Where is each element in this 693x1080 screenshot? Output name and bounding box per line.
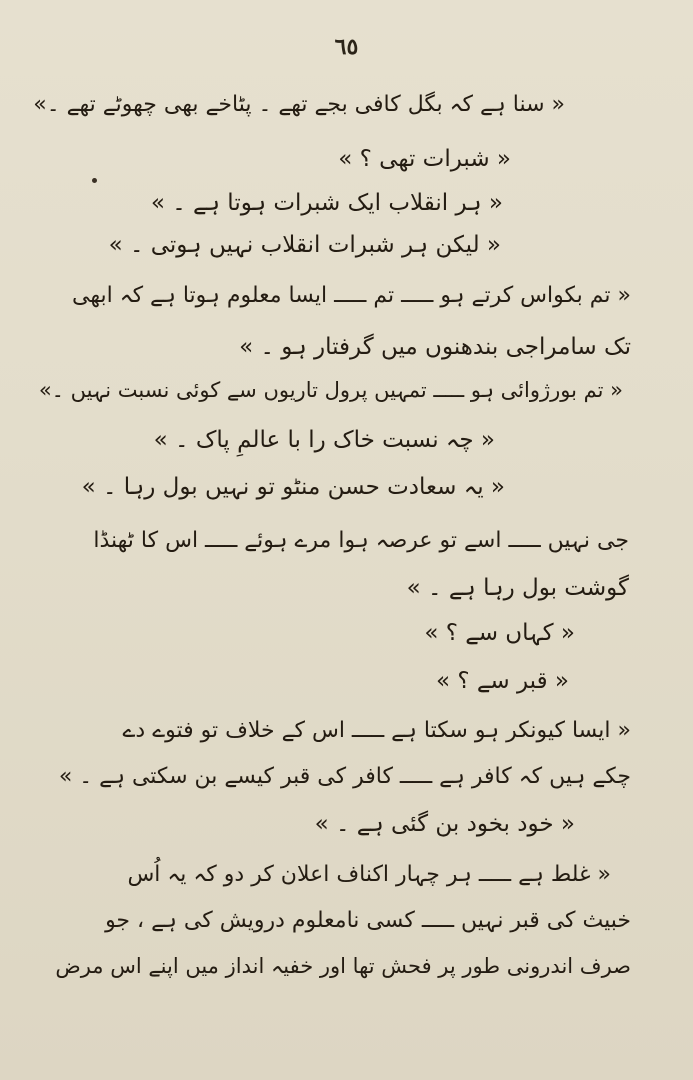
text-line: « ہر انقلاب ایک شبرات ہوتا ہے ۔ »: [150, 190, 503, 216]
text-line: تک سامراجی بندھنوں میں گرفتار ہو ۔ »: [239, 334, 631, 360]
text-line: « تم بکواس کرتے ہو ـــــ تم ـــــ ایسا معلوم ہوتا ہے کہ ابھی: [71, 283, 631, 308]
text-line: « لیکن ہر شبرات انقلاب نہیں ہوتی ۔ »: [108, 232, 501, 258]
text-line: « یہ سعادت حسن منٹو تو نہیں بول رہا ۔ »: [81, 474, 505, 500]
text-line: چکے ہیں کہ کافر ہے ـــــ کافر کی قبر کیسے بن سکتی ہے ۔ »: [58, 764, 631, 789]
text-line: « کہاں سے ؟ »: [424, 620, 575, 646]
text-line: « شبرات تھی ؟ »: [338, 146, 511, 172]
page-number: ٦٥: [334, 34, 359, 60]
text-line: « ایسا کیونکر ہو سکتا ہے ـــــ اس کے خلاف تو فتوے دے: [122, 718, 631, 743]
text-line: « قبر سے ؟ »: [436, 668, 569, 694]
text-line: « سنا ہے کہ بگل کافی بجے تھے ۔ پٹاخے بھی چھوٹے تھے ۔»: [33, 92, 565, 117]
text-line: گوشت بول رہا ہے ۔ »: [406, 575, 629, 601]
text-line: خبیث کی قبر نہیں ـــــ کسی نامعلوم درویش کی ہے ، جو: [105, 908, 631, 933]
text-line: « غلط ہے ـــــ ہر چہار اکناف اعلان کر دو کہ یہ اُس: [127, 862, 611, 887]
text-line: صرف اندرونی طور پر فحش تھا اور خفیہ انداز میں اپنے اس مرض: [55, 954, 631, 978]
text-line: جی نہیں ـــــ اسے تو عرصہ ہوا مرے ہوئے ـــــ اس کا ٹھنڈا: [93, 528, 629, 553]
ink-speck: [92, 178, 97, 183]
text-line: « تم بورژوائی ہو ـــــ تمہیں پرول تاریوں سے کوئی نسبت نہیں ۔»: [38, 378, 623, 402]
text-line: « خود بخود بن گئی ہے ۔ »: [314, 811, 575, 837]
text-line: « چہ نسبت خاک را با عالمِ پاک ۔ »: [153, 427, 495, 453]
